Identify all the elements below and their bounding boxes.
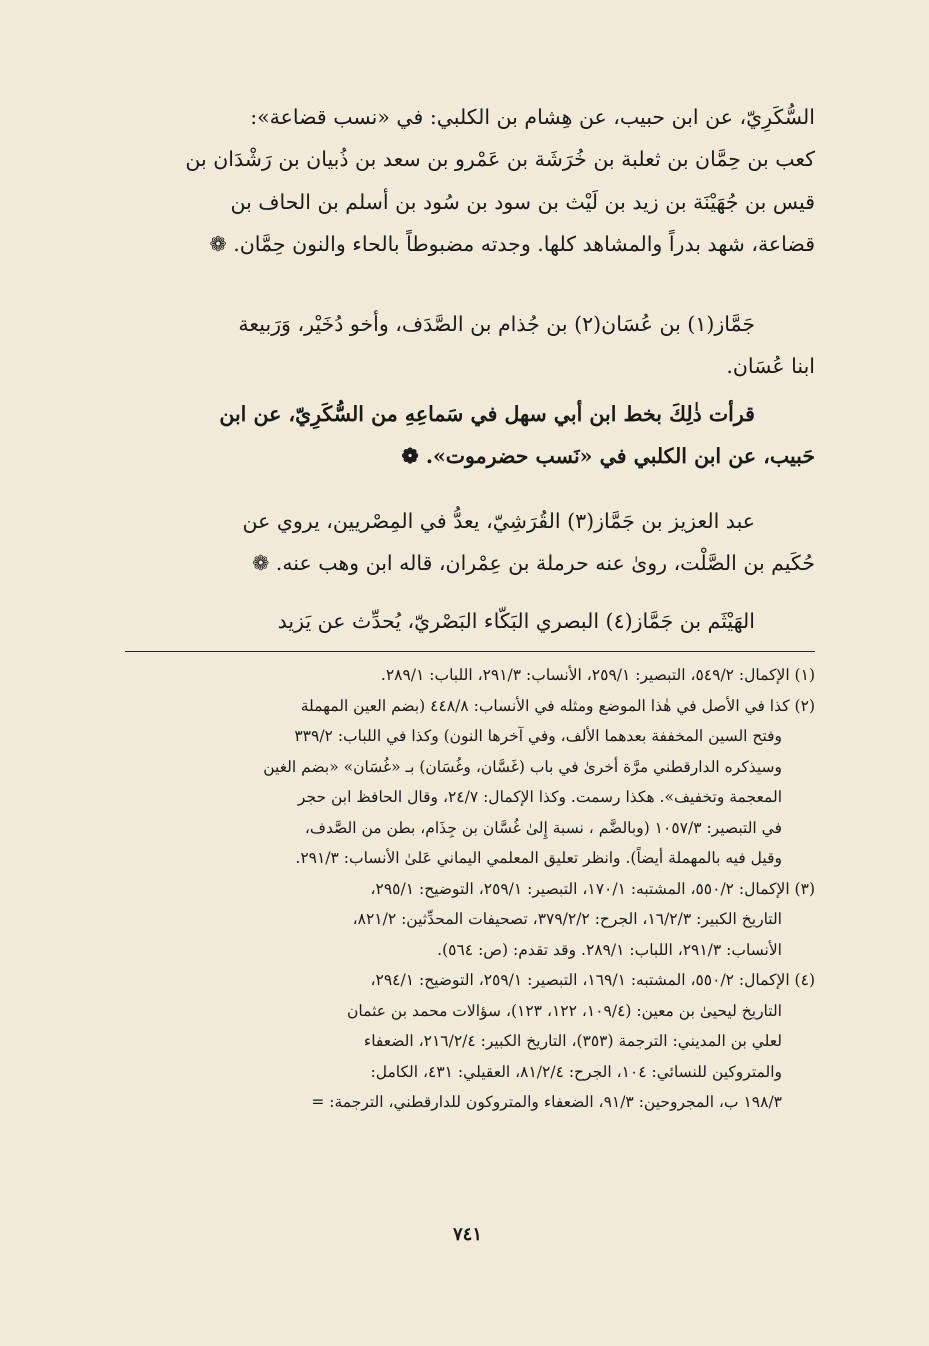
paragraph-2 bbox=[120, 303, 815, 388]
line: الهَيْثَم بن جَمَّاز(٤) البصري البَكّاء البَصْريّ، يُحدِّث عن يَزيد bbox=[277, 609, 755, 633]
paragraph-4 bbox=[120, 500, 815, 585]
footnote-line: (٢) كذا في الأصل في هٰذا الموضع ومثله في الأنساب: ٤٤٨/٨ (بضم العين المهملة bbox=[300, 696, 815, 715]
footnote-line: والمتروكين للنسائي: ١٠٤، الجرح: ٨١/٢/٤، العقيلي: ٤٣١، الكامل: bbox=[370, 1062, 782, 1081]
line: السُّكَرِيّ، عن ابن حبيب، عن هِشام بن الكلبي: في «نسب قضاعة»: bbox=[250, 105, 815, 129]
line: ابنا عُسَان. bbox=[726, 354, 815, 379]
page bbox=[120, 88, 815, 1328]
footnote-1 bbox=[120, 660, 815, 691]
line: عبد العزيز بن جَمَّاز(٣) القُرَشِيّ، يعدُّ في المِصْريين، يروي عن bbox=[242, 509, 755, 533]
footnotes bbox=[120, 660, 815, 1118]
footnote-line: لعلي بن المديني: الترجمة (٣٥٣)، التاريخ الكبير: ٢١٦/٢/٤، الضعفاء bbox=[363, 1032, 782, 1050]
paragraph-1 bbox=[120, 96, 815, 266]
footnote-line: (١) الإكمال: ٥٤٩/٢، التبصير: ٢٥٩/١، الأنساب: ٢٩١/٣، اللباب: ٢٨٩/١. bbox=[380, 666, 815, 684]
footnote-line: (٤) الإكمال: ٥٥٠/٢، المشتبه: ١٦٩/١، التبصير: ٢٥٩/١، التوضيح: ٢٩٤/١، bbox=[370, 971, 815, 989]
line: قضاعة، شهد بدراً والمشاهد كلها. وجدته مضبوطاً بالحاء والنون حِمَّان. ❁ bbox=[209, 232, 815, 257]
footnote-line: في التبصير: ١٠٥٧/٣ (وبالضَّم ، نسبة إِلىٰ غُسَّان بن جِذَام، بطن من الصَّدف، bbox=[304, 818, 782, 837]
footnote-divider bbox=[125, 651, 815, 652]
paragraph-3 bbox=[120, 393, 815, 478]
line: حُكَيم بن الصَّلْت، روىٰ عنه حرملة بن عِمْران، قاله ابن وهب عنه. ❁ bbox=[252, 551, 815, 576]
footnote-line: المعجمة وتخفيف». هكذا رسمت. وكذا الإكمال: ٢٤/٧، وقال الحافظ ابن حجر bbox=[297, 788, 782, 806]
footnote-line: وفتح السين المخففة بعدهما الألف، وفي آخرها النون) وكذا في اللباب: ٣٣٩/٢ bbox=[294, 727, 782, 745]
line: جَمَّاز(١) بن عُسَان(٢) بن جُذام بن الصَّدَف، وأخو دُخَيْر، وَرَبيعة bbox=[238, 312, 755, 336]
footnote-2 bbox=[120, 691, 815, 874]
paragraph-5 bbox=[120, 600, 815, 642]
page-number: ٧٤١ bbox=[452, 1224, 482, 1245]
footnote-line: (٣) الإكمال: ٥٥٠/٢، المشتبه: ١٧٠/١، التبصير: ٢٥٩/١، التوضيح: ٢٩٥/١، bbox=[370, 879, 815, 898]
footnote-line: الأنساب: ٢٩١/٣، اللباب: ٢٨٩/١. وقد تقدم: (ص: ٥٦٤). bbox=[437, 940, 782, 959]
line: قيس بن جُهَيْنَة بن زيد بن لَيْث بن سود بن سُود بن أسلم بن الحاف بن bbox=[230, 189, 815, 214]
footnote-line: ١٩٨/٣ ب، المجروحين: ٩١/٣، الضعفاء والمتروكون للدارقطني، الترجمة: = bbox=[311, 1093, 782, 1111]
footnote-line: التاريخ الكبير: ١٦/٢/٣، الجرح: ٣٧٩/٢/٢، تصحيفات المحدِّثين: ٨٢١/٢، bbox=[352, 910, 782, 928]
footnote-4 bbox=[120, 965, 815, 1118]
footnote-line: التاريخ ليحيىٰ بن معين: (١٠٩/٤، ١٢٢، ١٢٣)، سؤالات محمد بن عثمان bbox=[347, 1001, 782, 1020]
footnote-3 bbox=[120, 874, 815, 966]
line: كعب بن حِمَّان بن ثعلبة بن خُرَشَة بن عَمْرو بن سعد بن ذُبيان بن رَشْدَان بن bbox=[185, 147, 815, 172]
footnote-line: وقيل فيه بالمهملة أيضاً). وانظر تعليق المعلمي اليماني عَلىٰ الأنساب: ٢٩١/٣. bbox=[295, 849, 782, 867]
line: قرأت ذٰلِكَ بخط ابن أبي سهل في سَماعِهِ من السُّكَرِيّ، عن ابن bbox=[219, 402, 755, 426]
line: حَبيب، عن ابن الكلبي في «نَسب حضرموت». ❁ bbox=[401, 444, 815, 469]
footnote-line: وسيذكره الدارقطني مرَّة أخرىٰ في باب (غَسَّان، وغُسَان) بـ «غُسَان» «بضم الغين bbox=[263, 757, 782, 776]
